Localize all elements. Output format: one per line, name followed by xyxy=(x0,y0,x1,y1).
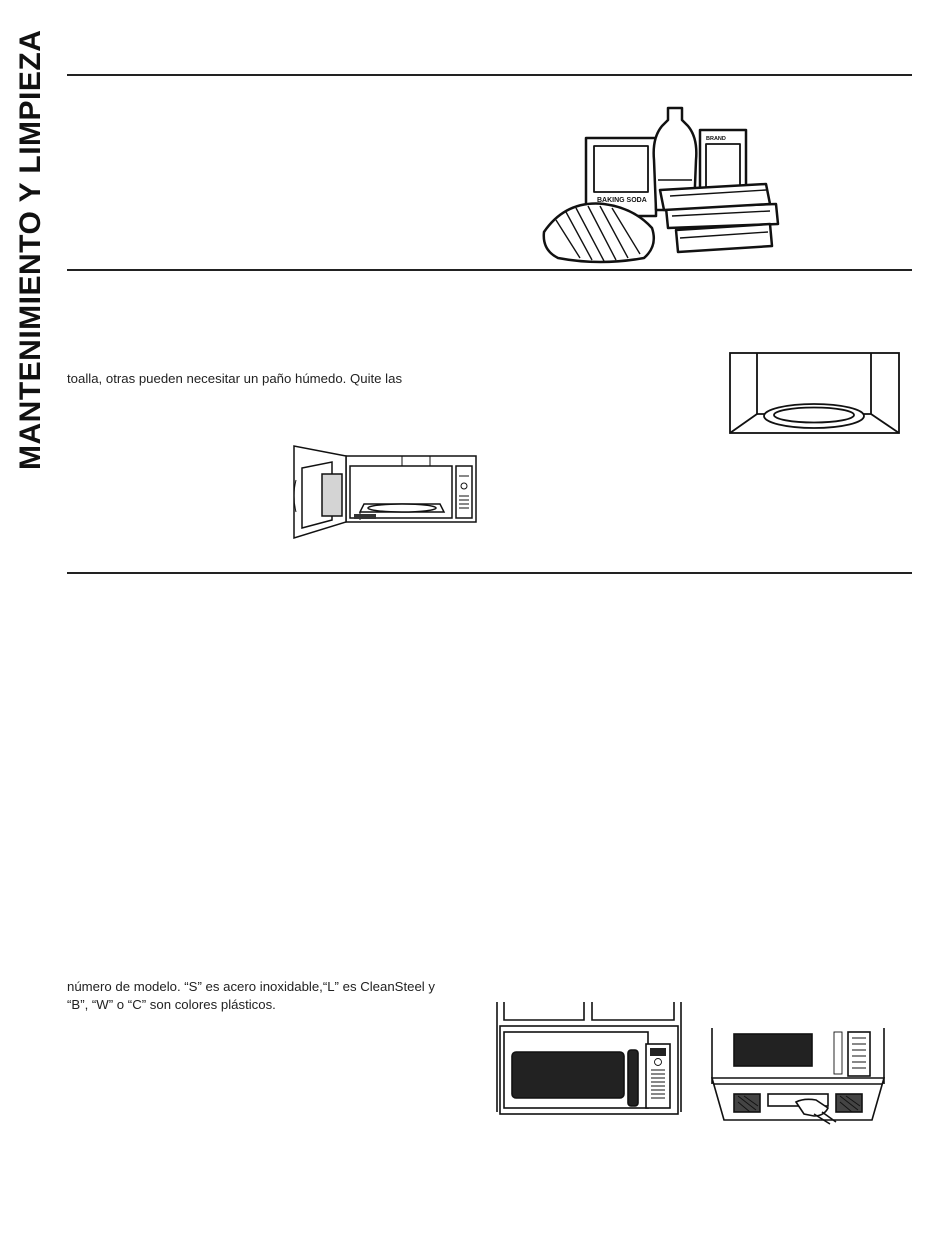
section-divider-bottom xyxy=(67,572,912,574)
cleaning-supplies-illustration xyxy=(540,100,785,270)
section-divider-middle xyxy=(67,269,912,271)
baking-soda-label: BAKING SODA xyxy=(597,197,647,204)
exterior-paragraph-line-1: número de modelo. “S” es acero inoxidable,“L” es CleanSteel y xyxy=(67,979,435,994)
svg-text:BRAND: BRAND xyxy=(706,136,726,142)
exterior-paragraph-line-2: “B”, “W” o “C” son colores plásticos. xyxy=(67,997,276,1012)
section-divider-top xyxy=(67,74,912,76)
turntable-illustration xyxy=(729,352,901,436)
microwave-front-view-illustration xyxy=(496,1002,686,1116)
section-title: MANTENIMIENTO Y LIMPIEZA xyxy=(14,30,47,471)
microwave-underside-cleaning-illustration xyxy=(708,1028,888,1124)
interior-paragraph-line: toalla, otras pueden necesitar un paño húmedo. Quite las xyxy=(67,371,403,386)
open-microwave-illustration xyxy=(290,440,482,542)
